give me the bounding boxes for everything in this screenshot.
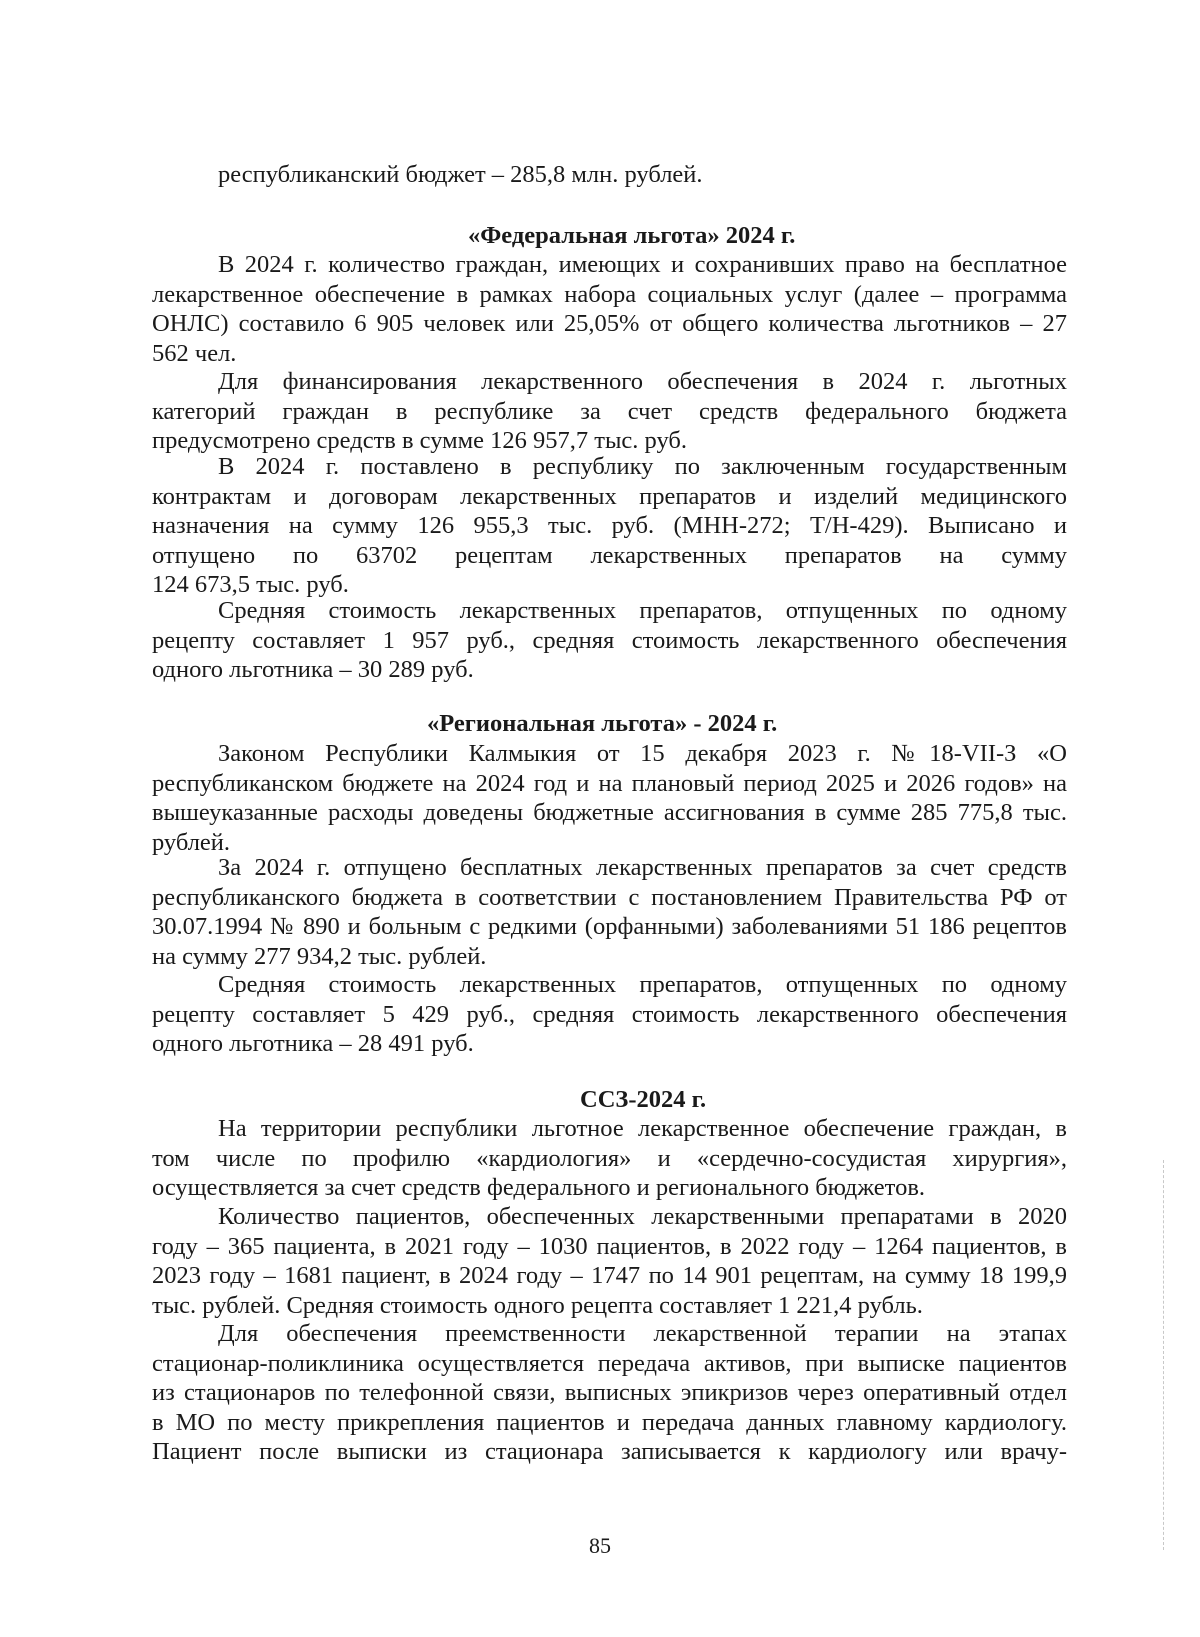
text-line: Средняя стоимость лекарственных препаратов, отпущенных по одному — [218, 597, 1067, 624]
text-line: За 2024 г. отпущено бесплатных лекарственных препаратов за счет средств — [218, 854, 1067, 881]
text-line: республиканском бюджете на 2024 год и на плановый период 2025 и 2026 годов» на — [152, 769, 1067, 797]
text-line: ОНЛС) составило 6 905 человек или 25,05% от общего количества льготников – 27 — [152, 310, 1067, 337]
text-line: контрактам и договорам лекарственных препаратов и изделий медицинского — [152, 482, 1067, 510]
text-line: 124 673,5 тыс. руб. — [152, 571, 349, 598]
ssz-heading: ССЗ-2024 г. — [580, 1086, 707, 1113]
federal-paragraph-1 — [152, 250, 1067, 368]
text-line: году – 365 пациента, в 2021 году – 1030 пациентов, в 2022 году – 1264 пациентов, в — [152, 1232, 1067, 1260]
regional-heading: «Региональная льгота» - 2024 г. — [427, 710, 778, 737]
text-line: одного льготника – 30 289 руб. — [152, 656, 474, 683]
text-line: Законом Республики Калмыкия от 15 декабря 2023 г. №18-VII-З «О — [218, 740, 1067, 767]
text-line: В 2024 г. количество граждан, имеющих и сохранивших право на бесплатное — [218, 251, 1067, 278]
text-line: на сумму 277 934,2 тыс. рублей. — [152, 942, 487, 970]
text-line: назначения на сумму 126 955,3 тыс. руб. (МНН-272; Т/Н-429). Выписано и — [152, 512, 1067, 539]
text-line: вышеуказанные расходы доведены бюджетные ассигнования в сумме 285 775,8 тыс. — [152, 799, 1067, 826]
text-line: отпущено по 63702 рецептам лекарственных препаратов на сумму — [152, 541, 1067, 569]
ssz-paragraph-2 — [152, 1202, 1067, 1320]
text-line: Для обеспечения преемственности лекарственной терапии на этапах — [218, 1320, 1067, 1347]
text-line: 562 чел. — [152, 339, 237, 367]
text-line: категорий граждан в республике за счет средств федерального бюджета — [152, 397, 1067, 425]
intro-paragraph — [152, 160, 1067, 190]
ssz-paragraph-3 — [152, 1319, 1067, 1467]
regional-paragraph-3 — [152, 970, 1067, 1059]
regional-paragraph-1 — [152, 739, 1067, 857]
text-line: стационар-поликлиника осуществляется передача активов, при выписке пациентов — [152, 1349, 1067, 1377]
text-line: В 2024 г. поставлено в республику по заключенным государственным — [218, 453, 1067, 480]
text-line: рецепту составляет 5 429 руб., средняя стоимость лекарственного обеспечения — [152, 1000, 1067, 1028]
text-line: Пациент после выписки из стационара записывается к кардиологу или врачу- — [152, 1438, 1067, 1465]
text-line: лекарственное обеспечение в рамках набора социальных услуг (далее – программа — [152, 280, 1067, 308]
federal-paragraph-4 — [152, 596, 1067, 685]
intro-line: республиканский бюджет – 285,8 млн. рублей. — [218, 161, 703, 188]
text-line: осуществляется за счет средств федерального и регионального бюджетов. — [152, 1174, 926, 1201]
text-line: 30.07.1994 № 890 и больным с редкими (орфанными) заболеваниями 51 186 рецептов — [152, 913, 1067, 940]
text-line: в МО по месту прикрепления пациентов и передача данных главному кардиологу. — [152, 1408, 1067, 1436]
text-line: Средняя стоимость лекарственных препаратов, отпущенных по одному — [218, 971, 1067, 998]
text-line: рублей. — [152, 828, 231, 856]
text-line: Для финансирования лекарственного обеспечения в 2024 г. льготных — [218, 368, 1067, 395]
text-line: одного льготника – 28 491 руб. — [152, 1030, 474, 1057]
text-line: тыс. рублей. Средняя стоимость одного рецепта составляет 1 221,4 рубль. — [152, 1291, 923, 1319]
text-line: рецепту составляет 1 957 руб., средняя стоимость лекарственного обеспечения — [152, 626, 1067, 654]
federal-heading: «Федеральная льгота» 2024 г. — [468, 222, 796, 249]
regional-paragraph-2 — [152, 853, 1067, 971]
page-number: 85 — [589, 1533, 611, 1558]
text-line: Количество пациентов, обеспеченных лекарственными препаратами в 2020 — [218, 1203, 1067, 1230]
federal-paragraph-2 — [152, 367, 1067, 456]
text-line: На территории республики льготное лекарственное обеспечение граждан, в — [218, 1115, 1067, 1142]
scan-edge-line — [1163, 1160, 1165, 1550]
text-line: из стационаров по телефонной связи, выписных эпикризов через оперативный отдел — [152, 1379, 1067, 1406]
federal-paragraph-3 — [152, 452, 1067, 600]
text-line: предусмотрено средств в сумме 126 957,7 тыс. руб. — [152, 427, 688, 454]
text-line: республиканского бюджета в соответствии с постановлением Правительства РФ от — [152, 883, 1067, 911]
text-line: том числе по профилю «кардиология» и «сердечно-сосудистая хирургия», — [152, 1144, 1067, 1172]
text-line: 2023 году – 1681 пациент, в 2024 году – 1747 по 14 901 рецептам, на сумму 18 199,9 — [152, 1262, 1067, 1289]
ssz-paragraph-1 — [152, 1114, 1067, 1203]
